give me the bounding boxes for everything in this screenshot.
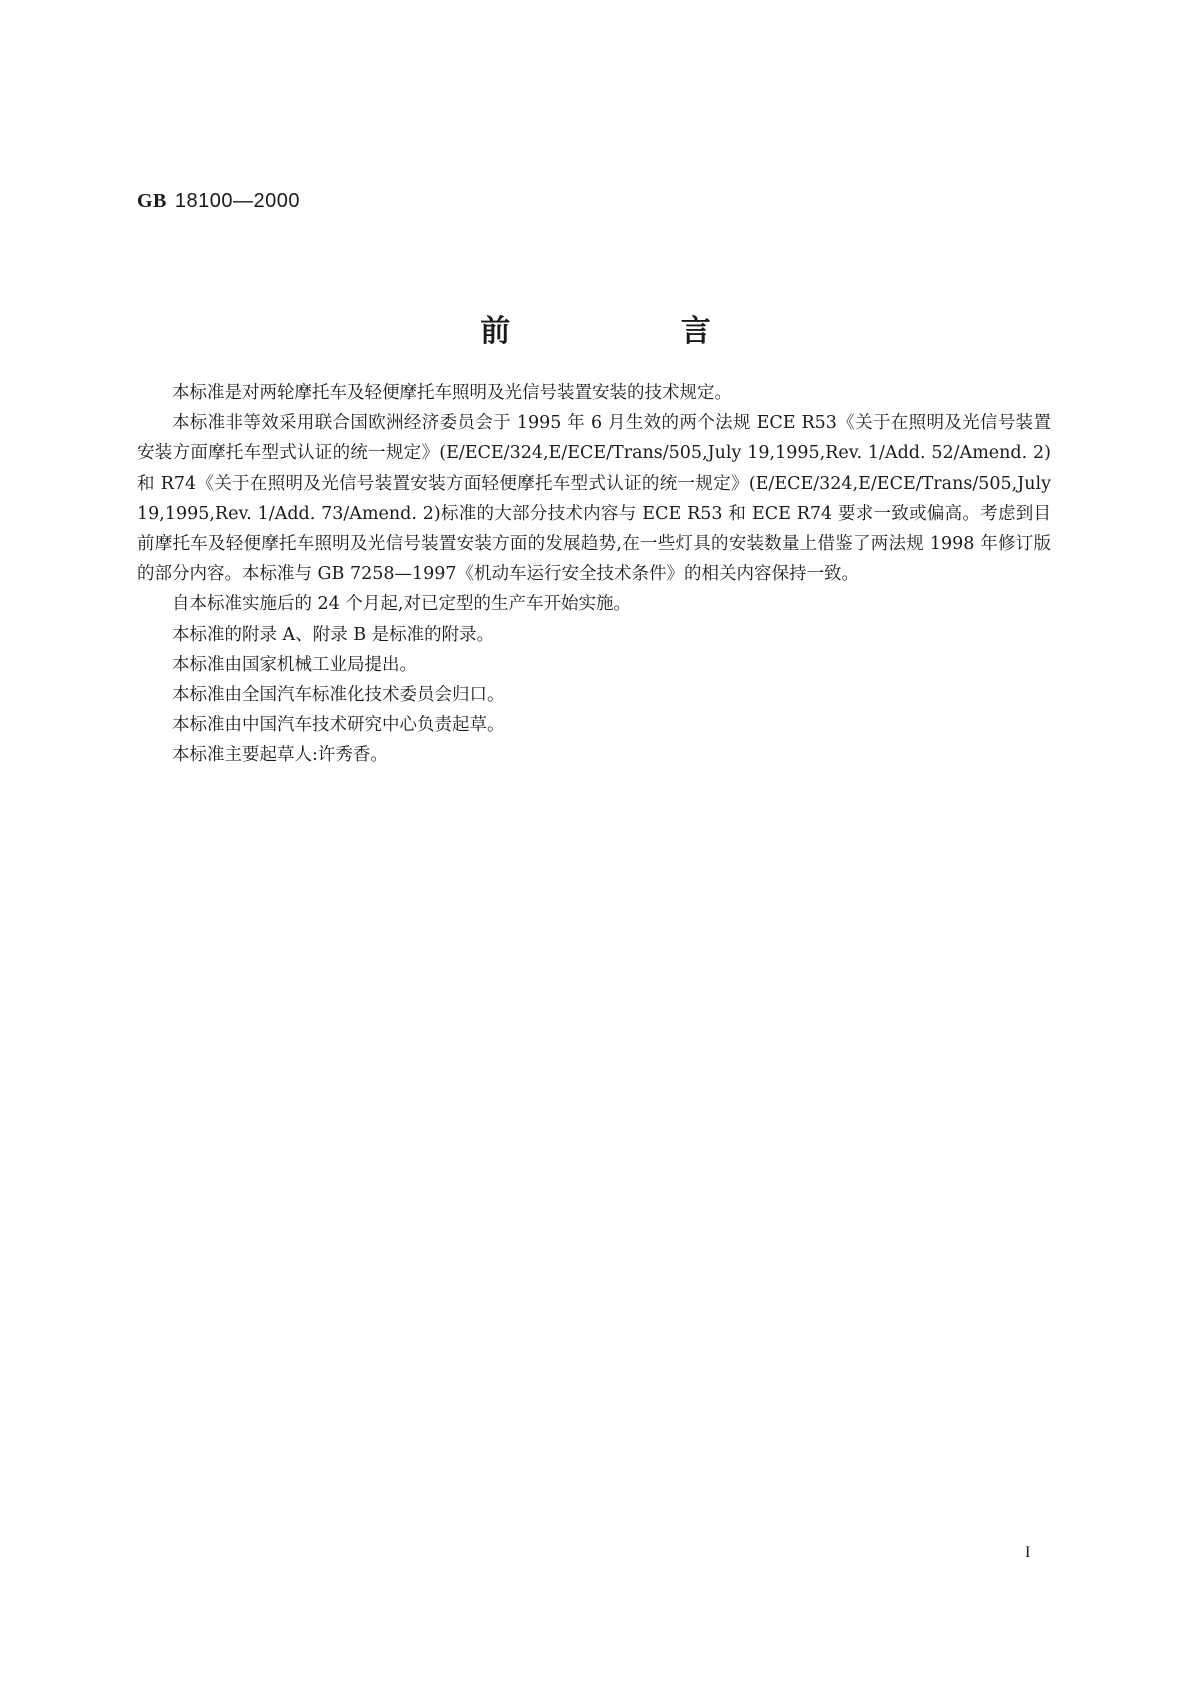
foreword-body bbox=[137, 378, 1051, 771]
paragraph: 本标准由全国汽车标准化技术委员会归口。 bbox=[172, 685, 505, 706]
standard-number: 18100—2000 bbox=[174, 190, 301, 212]
paragraph: 本标准主要起草人:许秀香。 bbox=[172, 745, 388, 766]
paragraph: 自本标准实施后的 24 个月起,对已定型的生产车开始实施。 bbox=[172, 594, 631, 615]
paragraph: 本标准的附录 A、附录 B 是标准的附录。 bbox=[172, 624, 495, 645]
standard-code bbox=[137, 190, 300, 213]
standard-prefix: GB bbox=[137, 190, 167, 212]
paragraph: 本标准非等效采用联合国欧洲经济委员会于 1995 年 6 月生效的两个法规 ECE R53《关于在照明及光信号装置安装方面摩托车型式认证的统一规定》(E/ECE/324,E/ECE/Trans/505,July 19,1995,Rev. 1/Add. 52/Amend. 2)和 R74《关于在照明及光信号装置安装方面轻便摩托车型式认证的统一规定》(E/ECE/324,E/ECE/Trans/505,July 19,1995,Rev. 1/Add. 73/Amend. 2)标准的大部分技术内容与 ECE R53 和 ECE R74 要求一致或偏高。考虑到目前摩托车及轻便摩托车照明及光信号装置安装方面的发展趋势,在一些灯具的安装数量上借鉴了两法规 1998 年修订版的部分内容。本标准与 GB 7258—1997《机动车运行安全技术条件》的相关内容保持一致。 bbox=[137, 413, 1051, 585]
paragraph: 本标准是对两轮摩托车及轻便摩托车照明及光信号装置安装的技术规定。 bbox=[172, 383, 732, 403]
page-number: I bbox=[1025, 1544, 1031, 1561]
paragraph: 本标准由中国汽车技术研究中心负责起草。 bbox=[172, 715, 505, 736]
paragraph: 本标准由国家机械工业局提出。 bbox=[172, 654, 417, 675]
page-title: 前 言 bbox=[480, 314, 791, 349]
